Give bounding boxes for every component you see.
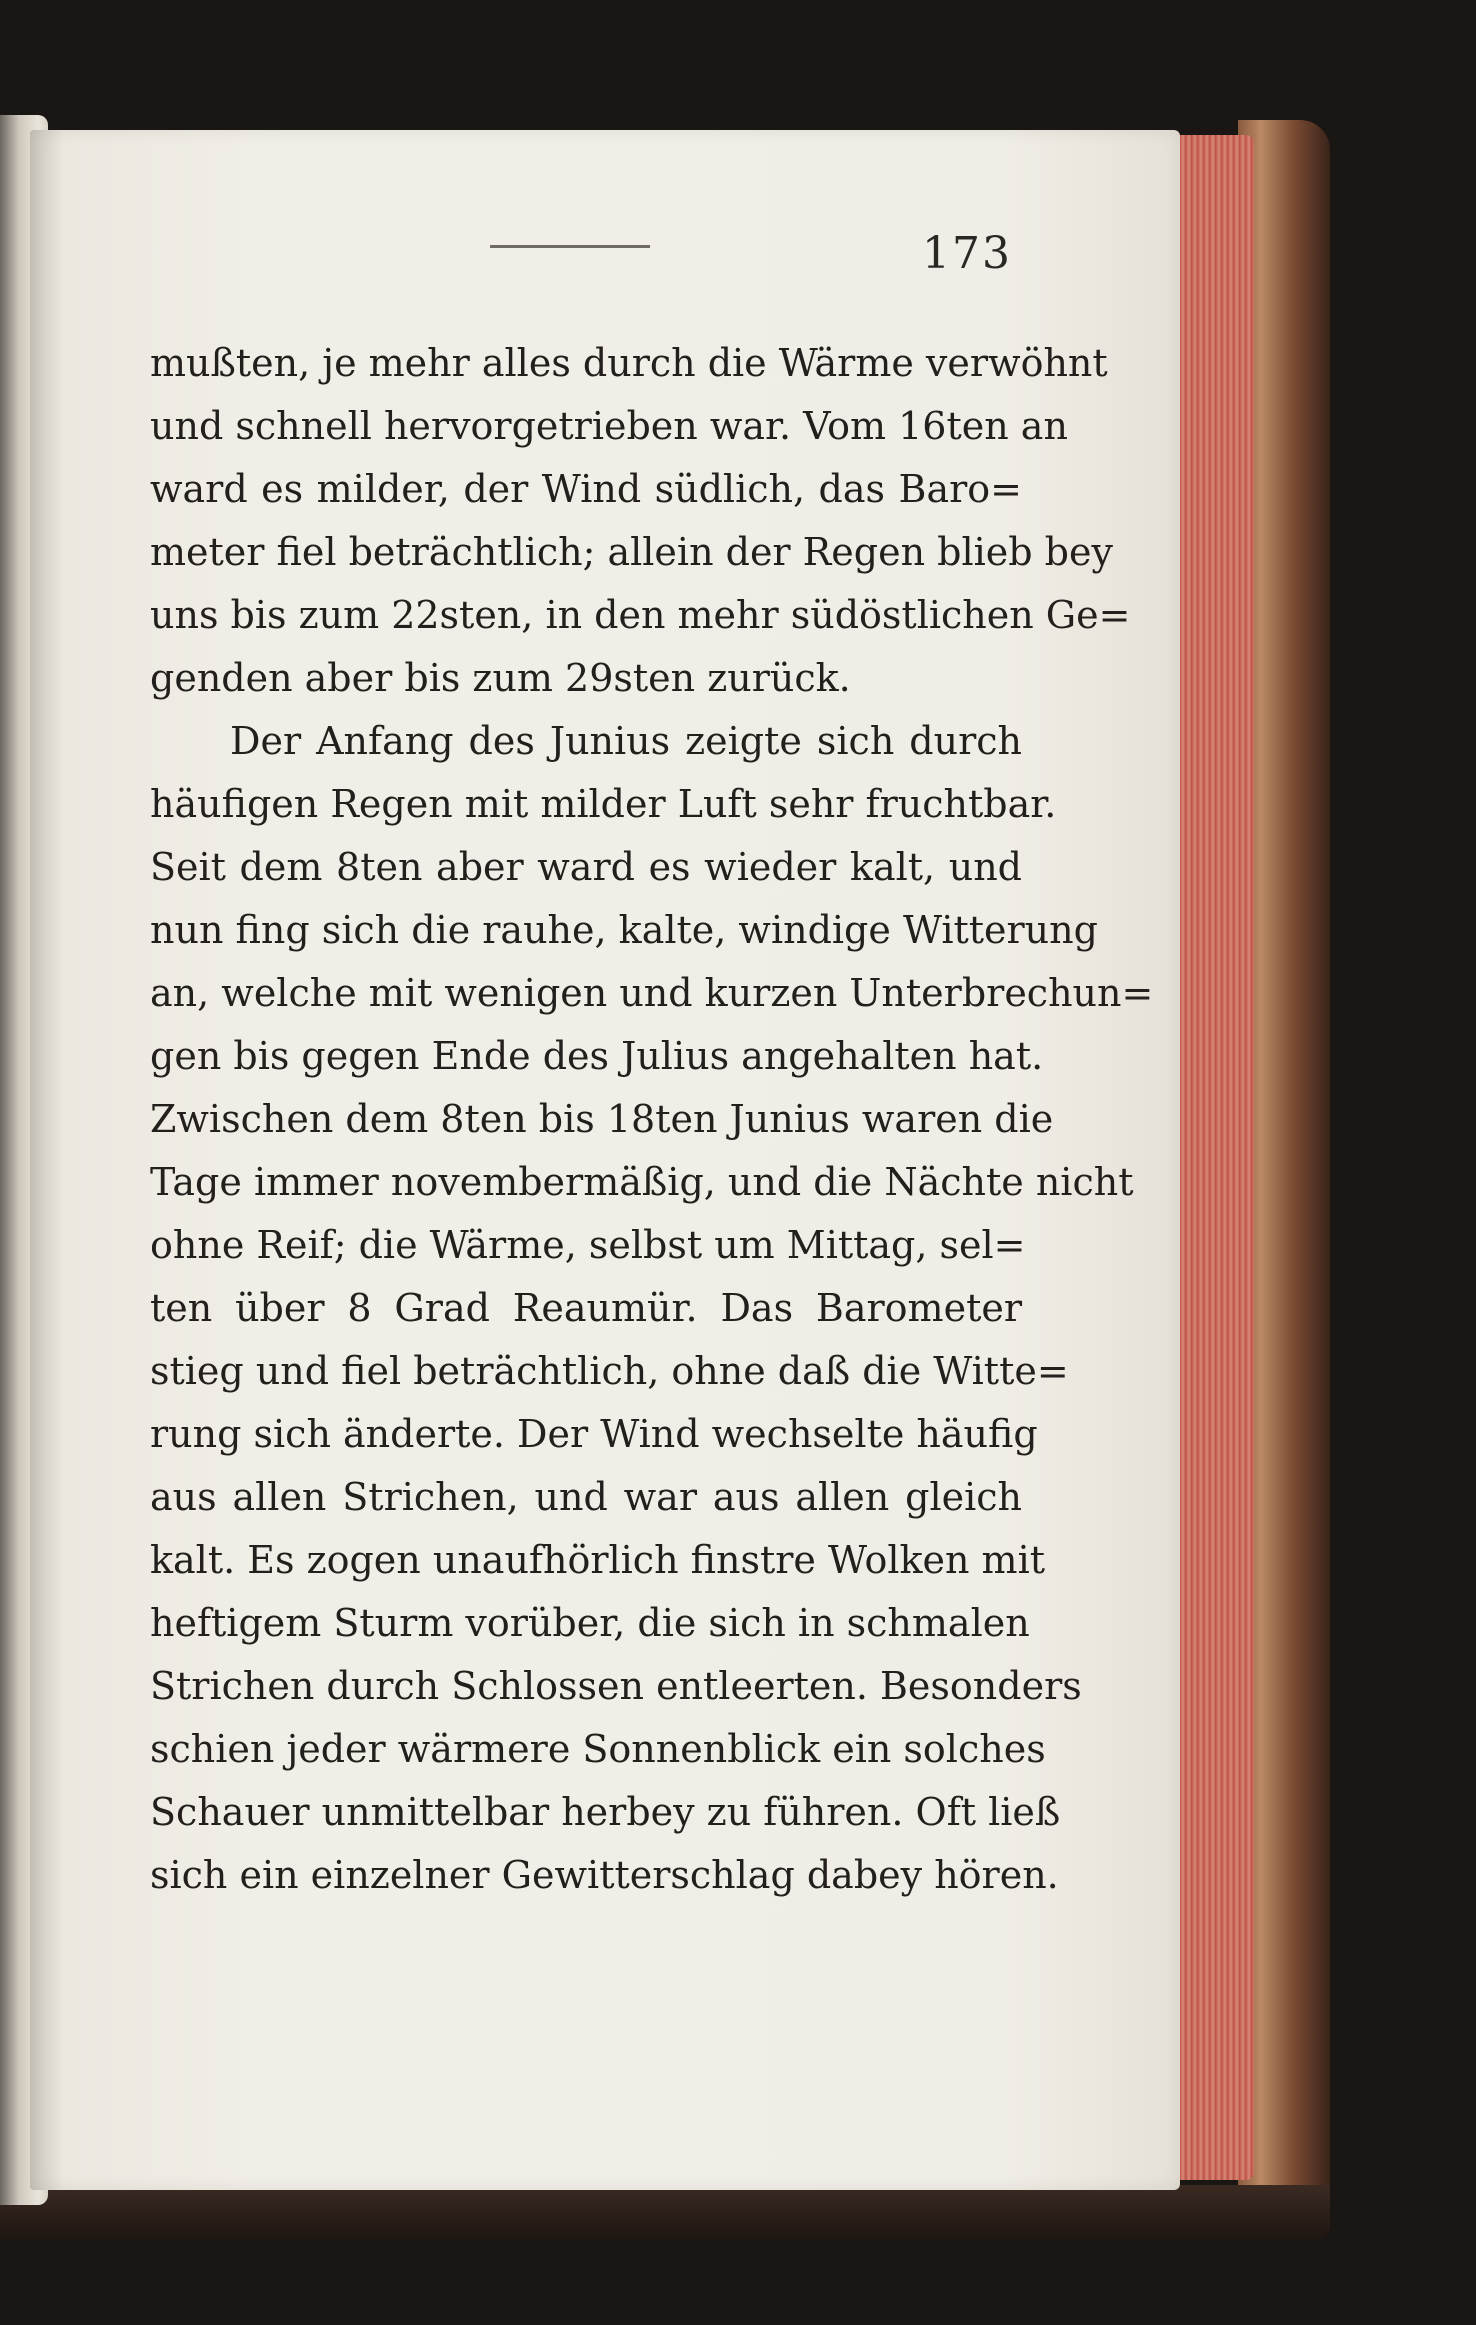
text-line: ward es milder, der Wind südlich, das Baro= — [150, 467, 1022, 511]
text-line: ohne Reif; die Wärme, selbst um Mittag, sel= — [150, 1223, 1026, 1267]
text-line: meter fiel beträchtlich; allein der Regen blieb bey — [150, 530, 1113, 574]
page-number: 173 — [922, 228, 1012, 279]
text-line: sich ein einzelner Gewitterschlag dabey hören. — [150, 1853, 1059, 1897]
text-line: kalt. Es zogen unaufhörlich finstre Wolken mit — [150, 1538, 1046, 1582]
text-line: nun fing sich die rauhe, kalte, windige Witterung — [150, 908, 1098, 952]
header-rule — [490, 245, 650, 248]
text-line: stieg und fiel beträchtlich, ohne daß die Witte= — [150, 1349, 1069, 1393]
text-line: häufigen Regen mit milder Luft sehr fruchtbar. — [150, 782, 1057, 826]
text-line: mußten, je mehr alles durch die Wärme verwöhnt — [150, 341, 1108, 385]
text-line: Schauer unmittelbar herbey zu führen. Oft ließ — [150, 1790, 1061, 1834]
text-line: heftigem Sturm vorüber, die sich in schmalen — [150, 1601, 1030, 1645]
book-cover-bottom — [0, 2185, 1330, 2240]
text-line: ten über 8 Grad Reaumür. Das Barometer — [150, 1286, 1022, 1330]
text-line: Strichen durch Schlossen entleerten. Besonders — [150, 1664, 1082, 1708]
text-line: schien jeder wärmere Sonnenblick ein solches — [150, 1727, 1046, 1771]
body-text — [150, 332, 1154, 1907]
text-line: Der Anfang des Junius zeigte sich durch — [230, 719, 1022, 763]
text-line: Seit dem 8ten aber ward es wieder kalt, und — [150, 845, 1022, 889]
text-line: an, welche mit wenigen und kurzen Unterbrechun= — [150, 971, 1154, 1015]
text-line: und schnell hervorgetrieben war. Vom 16ten an — [150, 404, 1068, 448]
page-edges — [1168, 135, 1254, 2180]
text-line: Tage immer novembermäßig, und die Nächte nicht — [150, 1160, 1134, 1204]
text-line: gen bis gegen Ende des Julius angehalten hat. — [150, 1034, 1044, 1078]
text-line: rung sich änderte. Der Wind wechselte häufig — [150, 1412, 1038, 1456]
text-line: Zwischen dem 8ten bis 18ten Junius waren die — [150, 1097, 1054, 1141]
text-line: uns bis zum 22sten, in den mehr südöstlichen Ge= — [150, 593, 1131, 637]
text-line: aus allen Strichen, und war aus allen gleich — [150, 1475, 1022, 1519]
text-line: genden aber bis zum 29sten zurück. — [150, 656, 851, 700]
